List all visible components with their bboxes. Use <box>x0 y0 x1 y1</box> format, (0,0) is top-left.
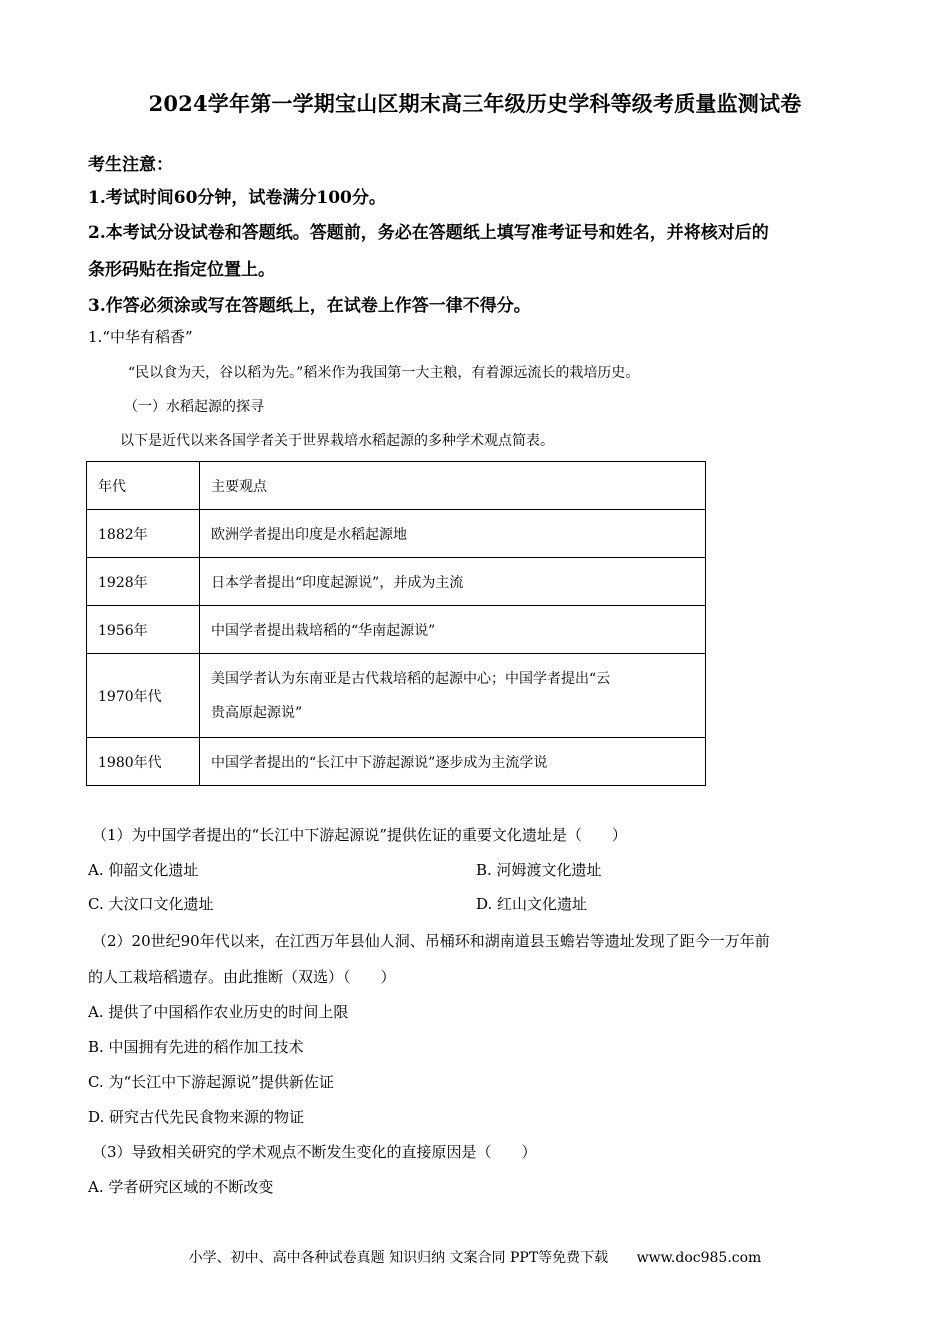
table-cell-view <box>200 654 706 738</box>
table-row <box>87 558 706 606</box>
option-1c[interactable]: C. 大汶口文化遗址 <box>88 895 214 913</box>
notice-item-2: 2.本考试分设试卷和答题纸。答题前，务必在答题纸上填写准考证号和姓名，并将核对后的 <box>88 223 769 243</box>
table-cell-view-line2: 贵高原起源说” <box>211 704 303 721</box>
page-title: 2024学年第一学期宝山区期末高三年级历史学科等级考质量监测试卷 <box>148 91 802 116</box>
table-caption: 以下是近代以来各国学者关于世界栽培水稻起源的多种学术观点简表。 <box>120 433 554 449</box>
question-1-intro: “民以食为天，谷以稻为先。”稻米作为我国第一大主粮，有着源远流长的栽培历史。 <box>128 365 640 381</box>
table-cell-year: 1980年代 <box>87 738 200 786</box>
option-1d[interactable]: D. 红山文化遗址 <box>476 895 588 913</box>
option-1a[interactable]: A. 仰韶文化遗址 <box>88 861 199 879</box>
table-header-year: 年代 <box>87 462 200 510</box>
table-row <box>87 654 706 738</box>
table-cell-view: 中国学者提出的“长江中下游起源说”逐步成为主流学说 <box>200 738 706 786</box>
table-cell-year: 1956年 <box>87 606 200 654</box>
footer-link[interactable]: www.doc985.com <box>636 1250 762 1266</box>
notice-heading: 考生注意： <box>88 155 173 175</box>
table-cell-view: 中国学者提出栽培稻的“华南起源说” <box>200 606 706 654</box>
table-header-row <box>87 462 706 510</box>
footer-text: 小学、初中、高中各种试卷真题 知识归纳 文案合同 PPT等免费下载 <box>188 1250 609 1266</box>
option-1b[interactable]: B. 河姆渡文化遗址 <box>476 861 602 879</box>
option-2a[interactable]: A. 提供了中国稻作农业历史的时间上限 <box>88 1003 349 1021</box>
table-row <box>87 510 706 558</box>
notice-item-2-cont: 条形码贴在指定位置上。 <box>88 260 275 280</box>
sub-question-3-stem: （3）导致相关研究的学术观点不断发生变化的直接原因是（ ） <box>92 1143 537 1161</box>
option-2b[interactable]: B. 中国拥有先进的稻作加工技术 <box>88 1038 304 1056</box>
table-cell-year: 1882年 <box>87 510 200 558</box>
sub-question-2-stem: （2）20世纪90年代以来，在江西万年县仙人洞、吊桶环和湖南道县玉蟾岩等遗址发现了距今一万年前 <box>92 932 770 950</box>
question-1-heading: 1.“中华有稻香” <box>88 328 193 346</box>
option-2d[interactable]: D. 研究古代先民食物来源的物证 <box>88 1108 305 1126</box>
sub-question-2-stem-cont: 的人工栽培稻遗存。由此推断（双选）（ ） <box>88 968 396 986</box>
table-row <box>87 606 706 654</box>
sub-question-1-stem: （1）为中国学者提出的“长江中下游起源说”提供佐证的重要文化遗址是（ ） <box>92 826 627 844</box>
notice-item-3: 3.作答必须涂或写在答题纸上，在试卷上作答一律不得分。 <box>88 296 531 316</box>
page-footer <box>0 1247 950 1267</box>
option-2c[interactable]: C. 为“长江中下游起源说”提供新佐证 <box>88 1073 334 1091</box>
section-heading: （一）水稻起源的探寻 <box>124 399 264 415</box>
table-row <box>87 738 706 786</box>
table-header-view: 主要观点 <box>200 462 706 510</box>
notice-item-1: 1.考试时间60分钟，试卷满分100分。 <box>88 188 386 208</box>
option-3a[interactable]: A. 学者研究区域的不断改变 <box>88 1178 274 1196</box>
table-cell-year: 1970年代 <box>87 654 200 738</box>
table-cell-year: 1928年 <box>87 558 200 606</box>
rice-origin-table <box>86 461 706 786</box>
table-cell-view: 欧洲学者提出印度是水稻起源地 <box>200 510 706 558</box>
table-cell-view: 日本学者提出“印度起源说”，并成为主流 <box>200 558 706 606</box>
table-cell-view-line1: 美国学者认为东南亚是古代栽培稻的起源中心；中国学者提出“云 <box>211 670 611 687</box>
